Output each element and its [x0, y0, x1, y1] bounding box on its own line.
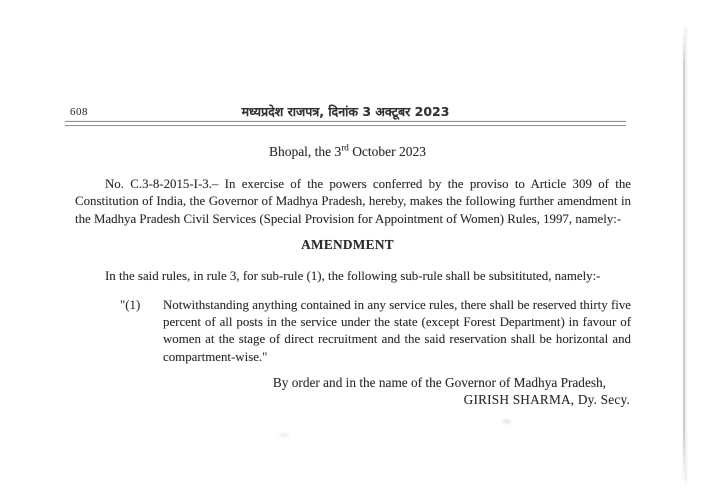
substitution-paragraph: In the said rules, in rule 3, for sub-rule (1), the following sub-rule shall be subsitituted, namely:-: [105, 269, 601, 283]
quoted-sub-rule: [120, 297, 631, 366]
scan-artifact: [502, 419, 511, 424]
dateline-ordinal: rd: [341, 142, 349, 153]
dateline: [65, 144, 630, 160]
scan-artifact: [279, 433, 290, 437]
gazette-header-title: मध्यप्रदेश राजपत्र, दिनांक 3 अक्टूबर 2023: [241, 104, 450, 119]
sub-rule-text: Notwithstanding anything contained in any service rules, there shall be reserved thirty five percent of all posts in the service under the state (except Forest Department) in favour of women at the stage of direct recruitment and the said reservation shall be horizontal and compartment-wise.": [163, 298, 631, 364]
signatory-line: GIRISH SHARMA, Dy. Secy.: [463, 391, 630, 407]
signature-block: [270, 375, 630, 408]
amendment-heading: AMENDMENT: [301, 237, 394, 252]
opening-paragraph: No. C.3-8-2015-I-3.– In exercise of the powers conferred by the proviso to Article 309 of the Constitution of India, the Governor of Madhya Pradesh, hereby, makes the following further amendment in the Madhya Pradesh Civil Services (Special Provision for Appointment of Women) Rules, 1997, namely:-: [75, 177, 631, 226]
header-double-rule: [65, 121, 626, 126]
dateline-prefix: Bhopal, the 3: [268, 144, 342, 159]
page-number: 608: [70, 106, 88, 118]
dateline-rest: October 2023: [348, 144, 427, 159]
sub-rule-marker: "(1): [120, 298, 141, 312]
scanned-page-edge: [683, 28, 685, 483]
by-order-line: By order and in the name of the Governor of Madhya Pradesh,: [272, 375, 606, 390]
